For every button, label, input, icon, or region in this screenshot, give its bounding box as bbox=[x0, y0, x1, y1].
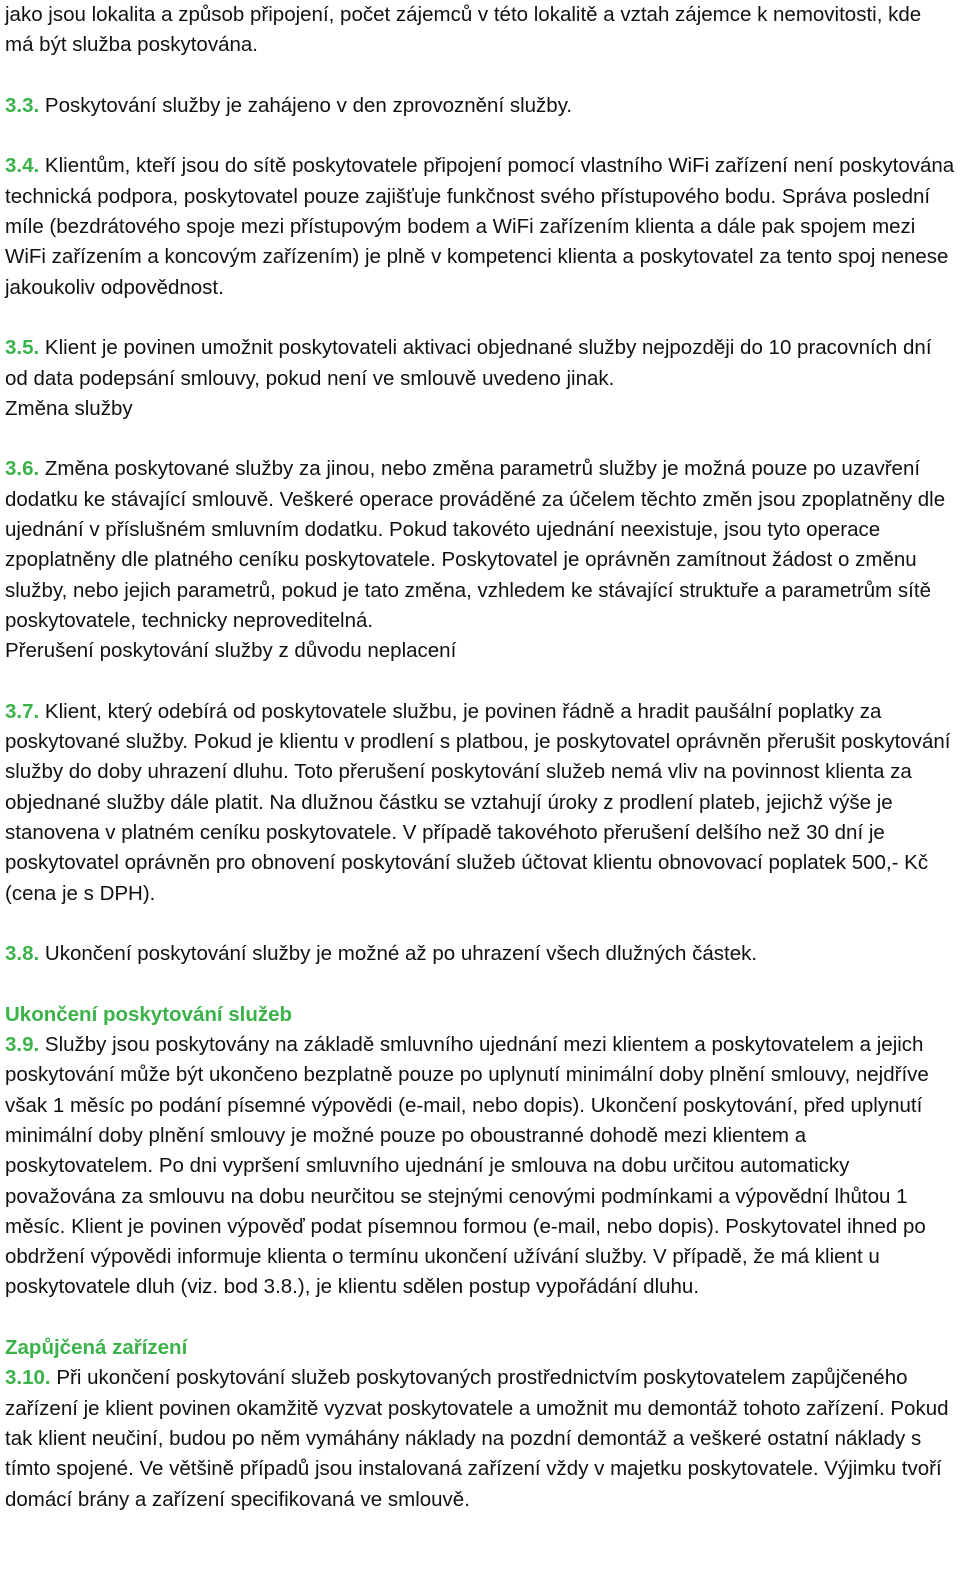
heading-zapujcena-zarizeni: Zapůjčená zařízení bbox=[5, 1336, 188, 1360]
heading-ukonceni: Ukončení poskytování služeb bbox=[5, 1002, 293, 1026]
section-3-5 bbox=[5, 333, 955, 424]
section-3-10 bbox=[5, 1333, 955, 1515]
section-text: Klient, který odebírá od poskytovatele službu, je povinen řádně a hradit paušální poplatky za poskytované služby. Pokud je klientu v prodlení s platbou, je poskytovatel oprávněn přerušit poskytování služby do doby uhrazení dluhu. Toto přerušení poskytování služeb nemá vliv na povinnost klienta za objednané služby dále platit. Na dlužnou částku se vztahují úroky z prodlení plateb, jejichž výše je stanovena v platném ceníku poskytovatele. V případě takovéhoto přerušení delšího než 30 dní je poskytovatel oprávněn pro obnovení poskytování služeb účtovat klientu obnovovací poplatek 500,- Kč (cena je s DPH). bbox=[5, 699, 951, 905]
section-3-7 bbox=[5, 697, 955, 909]
section-3-3 bbox=[5, 91, 955, 121]
section-number: 3.5. bbox=[5, 336, 40, 360]
section-number: 3.10. bbox=[5, 1366, 51, 1390]
section-number: 3.9. bbox=[5, 1033, 40, 1057]
section-number: 3.7. bbox=[5, 699, 40, 723]
section-text: Klient je povinen umožnit poskytovateli aktivaci objednané služby nejpozději do 10 pracovních dní od data podepsání smlouvy, pokud není ve smlouvě uvedeno jinak. bbox=[5, 336, 932, 390]
section-number: 3.8. bbox=[5, 942, 40, 966]
section-text: Ukončení poskytování služby je možné až po uhrazení všech dlužných částek. bbox=[44, 942, 758, 966]
document-page bbox=[5, 0, 955, 1515]
section-text: Klientům, kteří jsou do sítě poskytovatele připojení pomocí vlastního WiFi zařízení není poskytována technická podpora, poskytovatel pouze zajišťuje funkčnost svého přístupového bodu. Správa poslední míle (bezdrátového spoje mezi přístupovým bodem a WiFi zařízením klienta a dále pak spojem mezi WiFi zařízením a koncovým zařízením) je plně v kompetenci klienta a poskytovatel za tento spoj nenese jakoukoliv odpovědnost. bbox=[5, 154, 955, 299]
section-text: Při ukončení poskytování služeb poskytovaných prostřednictvím poskytovatelem zapůjčeného zařízení je klient povinen okamžitě vyzvat poskytovatele a umožnit mu demontáž tohoto zařízení. Pokud tak klient neučiní, budou po něm vymáhány náklady na pozdní demontáž a veškeré ostatní náklady s tímto spojené. Ve většině případů jsou instalovaná zařízení vždy v majetku poskytovatele. Výjimku tvoří domácí brány a zařízení specifikovaná ve smlouvě. bbox=[5, 1366, 949, 1511]
section-3-6 bbox=[5, 454, 955, 666]
section-number: 3.6. bbox=[5, 457, 40, 481]
section-3-8 bbox=[5, 939, 955, 969]
section-text: Změna poskytované služby za jinou, nebo změna parametrů služby je možná pouze po uzavření dodatku ke stávající smlouvě. Veškeré operace prováděné za účelem těchto změn jsou zpoplatněny dle ujednání v příslušném smluvním dodatku. Pokud takovéto ujednání neexistuje, jsou tyto operace zpoplatněny dle platného ceníku poskytovatele. Poskytovatel je oprávněn zamítnout žádost o změnu služby, nebo jejich parametrů, pokud je tato změna, vzhledem ke stávající struktuře a parametrům sítě poskytovatele, technicky neproveditelná. bbox=[5, 457, 946, 632]
section-number: 3.4. bbox=[5, 154, 40, 178]
section-text: Poskytování služby je zahájeno v den zprovoznění služby. bbox=[44, 93, 573, 117]
intro-paragraph: jako jsou lokalita a způsob připojení, počet zájemců v této lokalitě a vztah zájemce k nemovitosti, kde má být služba poskytována. bbox=[5, 3, 922, 57]
subheading-preruseni: Přerušení poskytování služby z důvodu neplacení bbox=[5, 639, 457, 663]
subheading-zmena-sluzby: Změna služby bbox=[5, 396, 133, 420]
section-3-9 bbox=[5, 1000, 955, 1303]
section-3-4 bbox=[5, 151, 955, 302]
section-text: Služby jsou poskytovány na základě smluvního ujednání mezi klientem a poskytovatelem a jejich poskytování může být ukončeno bezplatně pouze po uplynutí minimální doby plnění smlouvy, nejdříve však 1 měsíc po podání písemné výpovědi (e-mail, nebo dopis). Ukončení poskytování, před uplynutí minimální doby plnění smlouvy je možné pouze po oboustranné dohodě mezi klientem a poskytovatelem. Po dni vypršení smluvního ujednání je smlouva na dobu určitou automaticky považována za smlouvu na dobu neurčitou se stejnými cenovými podmínkami a výpovědní lhůtou 1 měsíc. Klient je povinen výpověď podat písemnou formou (e-mail, nebo dopis). Poskytovatel ihned po obdržení výpovědi informuje klienta o termínu ukončení užívání služby. V případě, že má klient u poskytovatele dluh (viz. bod 3.8.), je klientu sdělen postup vypořádání dluhu. bbox=[5, 1033, 929, 1299]
section-number: 3.3. bbox=[5, 93, 40, 117]
